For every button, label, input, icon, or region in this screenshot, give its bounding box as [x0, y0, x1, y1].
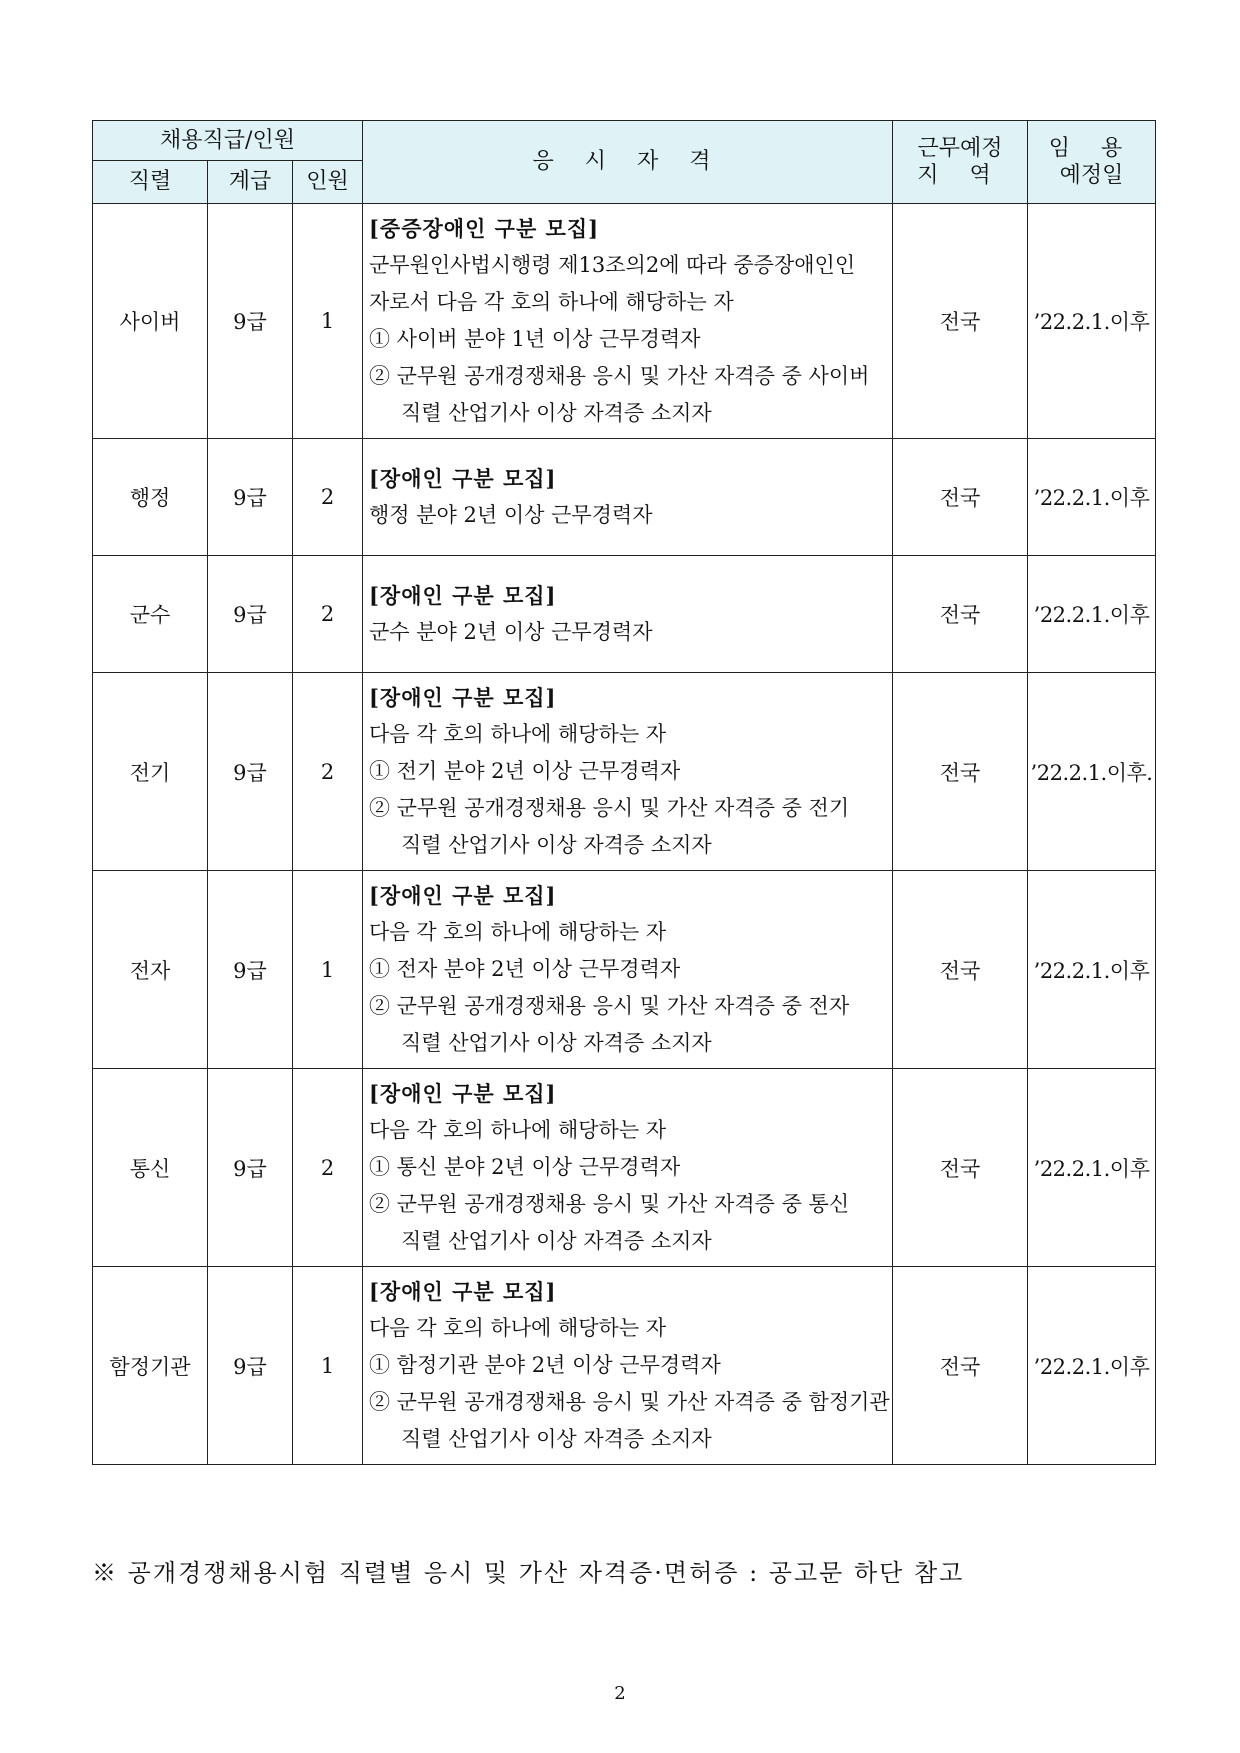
qualification-line: ② 군무원 공개경쟁채용 응시 및 가산 자격증 중 통신	[369, 1192, 850, 1216]
grade-cell: 9급	[208, 204, 293, 439]
qualification-line: ① 함정기관 분야 2년 이상 근무경력자	[369, 1353, 721, 1377]
qualification-cell	[363, 1267, 893, 1465]
grade-cell: 9급	[208, 1267, 293, 1465]
series-cell: 전기	[93, 673, 208, 871]
qualification-line: 직렬 산업기사 이상 자격증 소지자	[401, 1229, 712, 1253]
header-date-line1: 임 용	[1048, 135, 1135, 161]
qualification-title: [장애인 구분 모집]	[369, 685, 557, 710]
qualification-title: [중증장애인 구분 모집]	[369, 216, 600, 241]
date-cell: ’22.2.1.이후	[1028, 556, 1156, 673]
grade-cell: 9급	[208, 1069, 293, 1267]
qualification-title: [장애인 구분 모집]	[369, 1279, 557, 1304]
region-cell: 전국	[893, 556, 1028, 673]
series-cell: 전자	[93, 871, 208, 1069]
qualification-cell	[363, 556, 893, 673]
header-region-line1: 근무예정	[917, 135, 1003, 161]
count-cell: 2	[293, 673, 363, 871]
qualification-line: ① 전기 분야 2년 이상 근무경력자	[369, 759, 681, 783]
region-cell: 전국	[893, 1069, 1028, 1267]
date-cell: ’22.2.1.이후	[1028, 439, 1156, 556]
count-cell: 2	[293, 1069, 363, 1267]
table-row	[93, 1069, 1156, 1267]
header-region-line2: 지 역	[917, 163, 1003, 188]
region-cell: 전국	[893, 1267, 1028, 1465]
region-cell: 전국	[893, 673, 1028, 871]
qualification-cell	[363, 204, 893, 439]
region-cell: 전국	[893, 871, 1028, 1069]
series-cell: 군수	[93, 556, 208, 673]
qualification-line: ② 군무원 공개경쟁채용 응시 및 가산 자격증 중 사이버	[369, 364, 870, 388]
qualification-cell	[363, 1069, 893, 1267]
recruitment-table	[92, 120, 1156, 1465]
header-grade: 계급	[208, 161, 293, 204]
series-cell: 함정기관	[93, 1267, 208, 1465]
table-body	[93, 204, 1156, 1465]
count-cell: 1	[293, 871, 363, 1069]
table-row	[93, 673, 1156, 871]
series-cell: 통신	[93, 1069, 208, 1267]
table-row	[93, 204, 1156, 439]
qualification-line: 다음 각 호의 하나에 해당하는 자	[369, 1316, 667, 1340]
date-cell: ’22.2.1.이후.	[1028, 673, 1156, 871]
qualification-line: 직렬 산업기사 이상 자격증 소지자	[401, 1427, 712, 1451]
count-cell: 1	[293, 1267, 363, 1465]
qualification-line: ② 군무원 공개경쟁채용 응시 및 가산 자격증 중 전기	[369, 796, 850, 820]
grade-cell: 9급	[208, 871, 293, 1069]
qualification-title: [장애인 구분 모집]	[369, 466, 557, 491]
qualification-line: 군무원인사법시행령 제13조의2에 따라 중증장애인인	[369, 253, 856, 277]
header-count: 인원	[293, 161, 363, 204]
header-date	[1028, 121, 1156, 204]
header-series: 직렬	[93, 161, 208, 204]
footnote: ※ 공개경쟁채용시험 직렬별 응시 및 가산 자격증·면허증 : 공고문 하단 참고	[92, 1559, 965, 1587]
qualification-cell	[363, 673, 893, 871]
qualification-line: 군수 분야 2년 이상 근무경력자	[369, 620, 653, 644]
page-number: 2	[614, 1683, 626, 1704]
grade-cell: 9급	[208, 556, 293, 673]
qualification-cell	[363, 871, 893, 1069]
table-row	[93, 556, 1156, 673]
qualification-line: ② 군무원 공개경쟁채용 응시 및 가산 자격증 중 전자	[369, 994, 850, 1018]
table-row	[93, 871, 1156, 1069]
date-cell: ’22.2.1.이후	[1028, 871, 1156, 1069]
qualification-cell	[363, 439, 893, 556]
header-qualification: 응 시 자 격	[363, 121, 893, 204]
series-cell: 행정	[93, 439, 208, 556]
qualification-line: 직렬 산업기사 이상 자격증 소지자	[401, 1031, 712, 1055]
qualification-title: [장애인 구분 모집]	[369, 883, 557, 908]
qualification-line: ② 군무원 공개경쟁채용 응시 및 가산 자격증 중 함정기관	[369, 1390, 890, 1414]
qualification-title: [장애인 구분 모집]	[369, 583, 557, 608]
header-region	[893, 121, 1028, 204]
grade-cell: 9급	[208, 673, 293, 871]
header-group-cell: 채용직급/인원	[93, 121, 363, 161]
region-cell: 전국	[893, 204, 1028, 439]
table-header	[93, 121, 1156, 204]
count-cell: 2	[293, 556, 363, 673]
qualification-line: ① 전자 분야 2년 이상 근무경력자	[369, 957, 681, 981]
table-row	[93, 439, 1156, 556]
qualification-line: 자로서 다음 각 호의 하나에 해당하는 자	[369, 290, 734, 314]
date-cell: ’22.2.1.이후	[1028, 204, 1156, 439]
qualification-title: [장애인 구분 모집]	[369, 1081, 557, 1106]
qualification-line: ① 사이버 분야 1년 이상 근무경력자	[369, 327, 701, 351]
qualification-line: 다음 각 호의 하나에 해당하는 자	[369, 1118, 667, 1142]
date-cell: ’22.2.1.이후	[1028, 1267, 1156, 1465]
header-date-line2: 예정일	[1059, 163, 1124, 188]
count-cell: 1	[293, 204, 363, 439]
count-cell: 2	[293, 439, 363, 556]
qualification-line: 직렬 산업기사 이상 자격증 소지자	[401, 833, 712, 857]
qualification-line: ① 통신 분야 2년 이상 근무경력자	[369, 1155, 681, 1179]
qualification-line: 다음 각 호의 하나에 해당하는 자	[369, 722, 667, 746]
region-cell: 전국	[893, 439, 1028, 556]
table-row	[93, 1267, 1156, 1465]
date-cell: ’22.2.1.이후	[1028, 1069, 1156, 1267]
qualification-line: 직렬 산업기사 이상 자격증 소지자	[401, 401, 712, 425]
series-cell: 사이버	[93, 204, 208, 439]
grade-cell: 9급	[208, 439, 293, 556]
qualification-line: 행정 분야 2년 이상 근무경력자	[369, 503, 653, 527]
qualification-line: 다음 각 호의 하나에 해당하는 자	[369, 920, 667, 944]
